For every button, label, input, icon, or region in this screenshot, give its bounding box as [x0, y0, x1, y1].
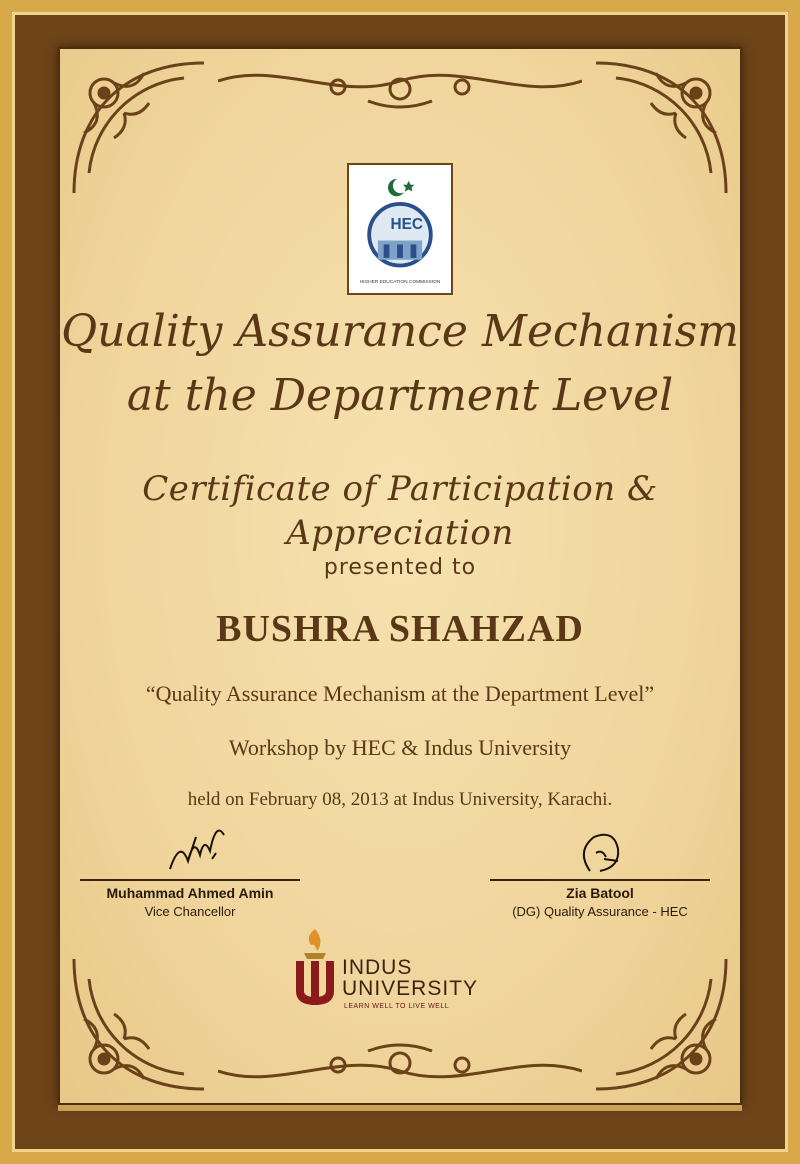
recipient-name: BUSHRA SHAHZAD [216, 608, 584, 650]
hec-abbr: HEC [390, 216, 423, 233]
ornament-corner-icon [586, 53, 736, 203]
signature-icon [490, 819, 710, 879]
presented-to-label: presented to [323, 555, 477, 580]
certificate-title-line1: Quality Assurance Mechanism [61, 306, 739, 357]
signatory-name: Zia Batool [566, 885, 634, 901]
ornament-scroll-icon [218, 1035, 582, 1091]
frame-bottom-strip [58, 1105, 742, 1111]
signatory-name: Muhammad Ahmed Amin [106, 885, 274, 901]
ornament-corner-icon [64, 53, 214, 203]
certificate-title-line2: at the Department Level [126, 370, 674, 421]
workshop-title-quote: “Quality Assurance Mechanism at the Department Level” [145, 681, 655, 706]
signatory-left [80, 819, 300, 919]
ornament-corner-icon [64, 949, 214, 1099]
certificate-subtitle: Certificate of Participation & Appreciation [142, 469, 658, 553]
certificate-paper [58, 47, 742, 1105]
signature-line [80, 879, 300, 881]
indus-university-logo [290, 927, 520, 1017]
ornament-corner-icon [586, 949, 736, 1099]
event-date-location: held on February 08, 2013 at Indus University, Karachi. [187, 789, 613, 810]
iu-tagline: LEARN WELL TO LIVE WELL [344, 1003, 450, 1010]
iu-name-line2: UNIVERSITY [342, 977, 479, 1000]
signatory-role: Vice Chancellor [144, 904, 236, 919]
workshop-organizers: Workshop by HEC & Indus University [228, 735, 572, 760]
hec-issuer-text: HIGHER EDUCATION COMMISSION [359, 279, 441, 285]
signature-icon [80, 819, 300, 879]
signatory-right [490, 819, 710, 919]
signatory-role: (DG) Quality Assurance - HEC [512, 904, 688, 919]
iu-name-line1: INDUS [342, 956, 413, 979]
ornament-scroll-icon [218, 61, 582, 117]
torch-icon [290, 927, 340, 1017]
hec-logo [347, 163, 453, 295]
signature-line [490, 879, 710, 881]
